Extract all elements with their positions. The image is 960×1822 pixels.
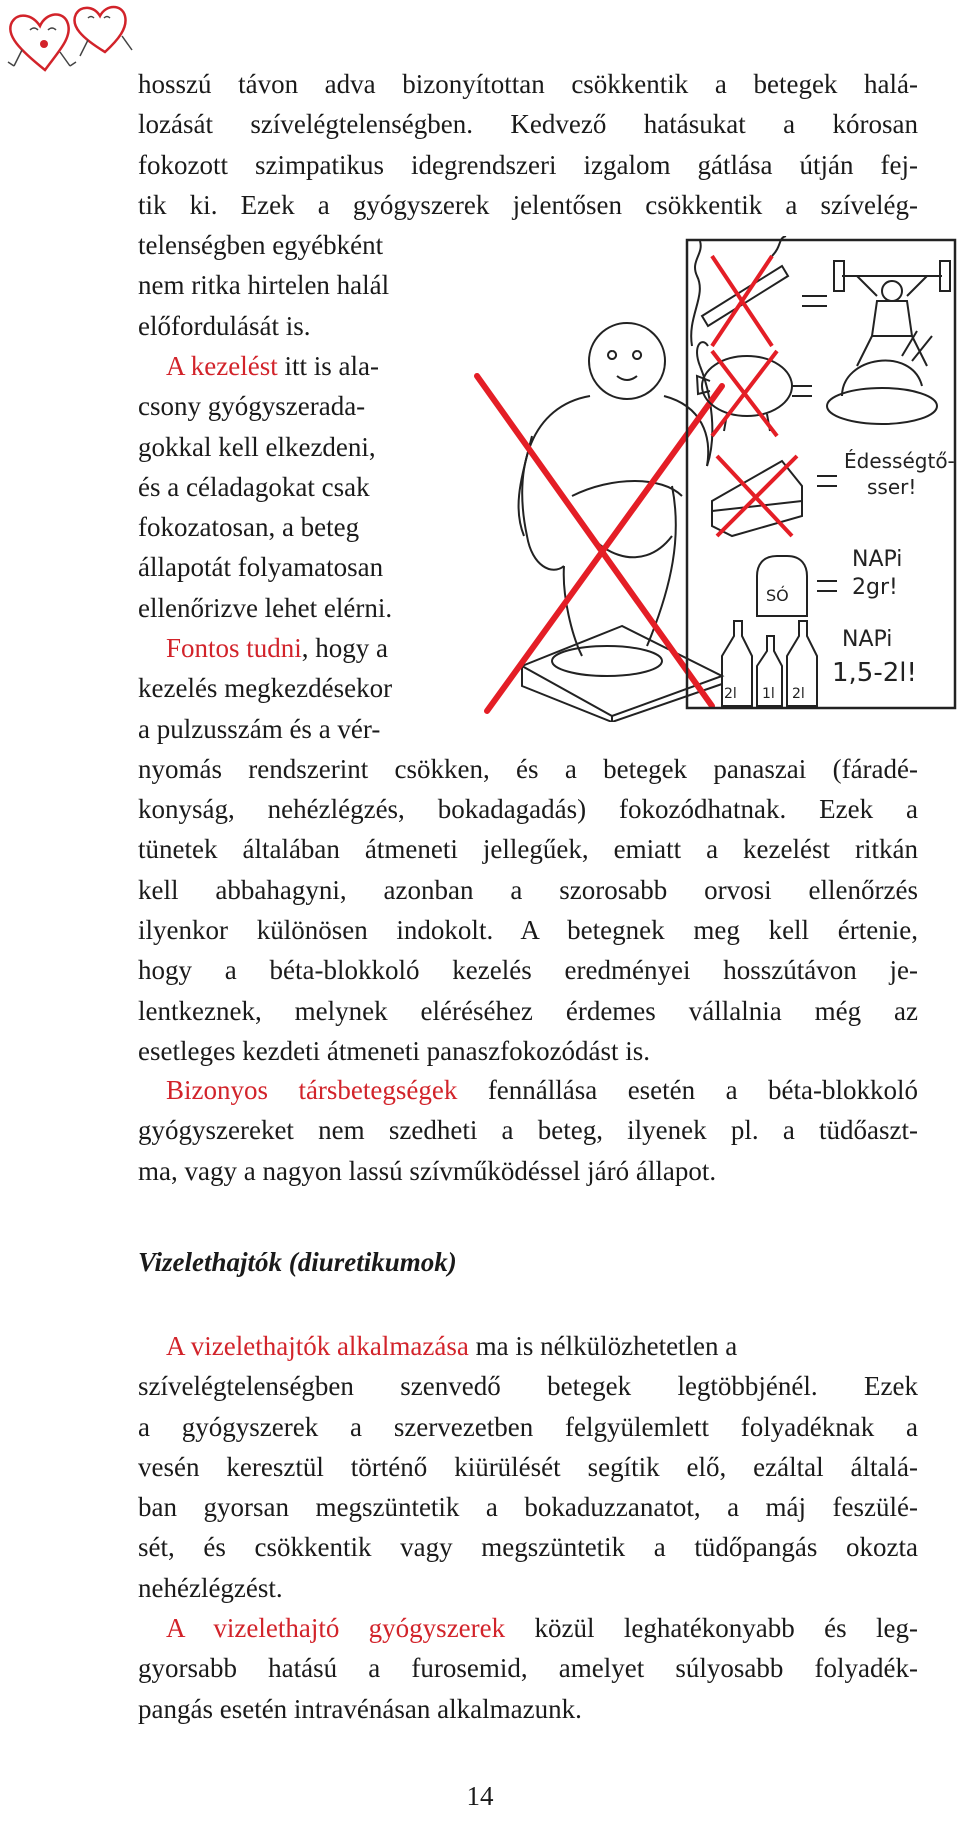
paragraph-diuretics: [138, 1326, 918, 1608]
salt-amount-label: 2gr!: [852, 575, 898, 600]
text-line: kell abbahagyni, azonban a szorosabb orvosi ellenőrzés: [138, 874, 918, 905]
sweets-label-2: sser!: [867, 475, 917, 499]
text-line: állapotát folyamatosan: [138, 552, 384, 583]
text-line: a pulzusszám és a vér-: [138, 713, 381, 744]
text-line: szívelégtelenségben szenvedő betegek legtöbbjénél. Ezek: [138, 1371, 918, 1402]
text-line: gyógyszereket nem szedheti a beteg, ilyenek pl. a tüdőaszt-: [138, 1115, 918, 1146]
text-line: fokozatosan, a beteg: [138, 512, 360, 543]
text-line: nyomás rendszerint csökken, és a betegek panaszai (fáradé-: [138, 753, 918, 784]
text-line: gokkal kell elkezdeni,: [138, 431, 376, 462]
bottle-label: 2l: [724, 686, 737, 702]
text-line: nehézlégzést.: [138, 1572, 283, 1603]
highlight-term: Bizonyos társbetegségek: [166, 1075, 458, 1105]
text-line: ellenőrizve lehet elérni.: [138, 592, 393, 623]
equals-sign: [817, 476, 837, 486]
fluid-amount-label: 1,5-2l!: [832, 658, 917, 688]
text-line: telenségben egyébként: [138, 230, 384, 261]
lifestyle-panel: [687, 240, 955, 708]
text-line: hogy a béta-blokkoló kezelés eredményei hosszútávon je-: [138, 955, 918, 986]
cake-cross: [717, 456, 797, 536]
cigarette-drawing: [702, 236, 788, 326]
text-line: kezelés megkezdésekor: [138, 673, 393, 704]
text-line: fokozott szimpatikus idegrendszeri izgalom gátlása útján fej-: [138, 149, 918, 180]
section-heading: Vizelethajtók (diuretikumok): [138, 1247, 457, 1277]
cigarette-cross: [712, 256, 772, 346]
salt-daily-label: NAPi: [852, 547, 903, 572]
paragraph-comorbidities: [138, 1070, 918, 1191]
text-line: konyság, nehézlégzés, bokadagadás) fokozódhatnak. Ezek a: [138, 794, 918, 825]
bottle-label: 2l: [792, 686, 805, 702]
text-line: előfordulását is.: [138, 310, 311, 341]
text-line: tik ki. Ezek a gyógyszerek jelentősen csökkentik a szívelég-: [138, 189, 918, 220]
text-line: lentkeznek, melynek eléréséhez érdemes vállalnia még az: [138, 995, 918, 1026]
text-line: a gyógyszerek a szervezetben felgyülemlett folyadéknak a: [138, 1411, 918, 1442]
highlight-term: Fontos tudni: [166, 633, 302, 663]
text-line: pangás esetén intravénásan alkalmazunk.: [138, 1693, 582, 1724]
text-fragment: fennállása esetén a béta-blokkoló: [457, 1075, 918, 1105]
equals-sign: [802, 296, 827, 306]
text-fragment: közül leghatékonyabb és leg-: [505, 1613, 918, 1643]
weightlifter-drawing: [834, 261, 950, 366]
highlight-term: A kezelést: [166, 351, 278, 381]
equals-sign: [792, 386, 812, 396]
page-number: 14: [466, 1781, 494, 1811]
paragraph-furosemide: [138, 1608, 918, 1729]
bottle-label: 1l: [762, 686, 775, 702]
text-fragment: , hogy a: [301, 633, 389, 663]
salt-jar-label: SÓ: [766, 586, 789, 605]
paragraph-treatment-start: [138, 346, 468, 628]
text-line: ban gyorsan megszüntetik a bokaduzzanatot, a máj feszülé-: [138, 1492, 918, 1523]
text-line: esetleges kezdeti átmeneti panaszfokozódást is.: [138, 1035, 651, 1066]
text-line: sét, és csökkentik vagy megszüntetik a tüdőpangás okozta: [138, 1532, 918, 1563]
red-cross-mark: [477, 376, 722, 711]
sweets-label: Édességtő-: [844, 449, 955, 473]
text-fragment: ma is nélkülözhetetlen a: [468, 1331, 738, 1361]
text-line: ma, vagy a nagyon lassú szívműködéssel járó állapot.: [138, 1155, 717, 1186]
text-line: gyorsabb hatású a furosemid, amelyet súlyosabb folyadék-: [138, 1653, 918, 1684]
pig-cross: [712, 351, 777, 436]
text-line: vesén keresztül történő kiürülését segítik elő, ezáltal általá-: [138, 1451, 918, 1482]
text-line: lozását szívelégtelenségben. Kedvező hatásukat a kórosan: [138, 109, 918, 140]
text-line: csony gyógyszerada-: [138, 391, 366, 422]
text-fragment: itt is ala-: [277, 351, 379, 381]
highlight-term: A vizelethajtó gyógyszerek: [166, 1613, 506, 1643]
lifestyle-illustration: [472, 236, 960, 722]
fluid-daily-label: NAPi: [842, 627, 893, 652]
text-line: tünetek általában átmeneti jellegűek, emiatt a kezelést ritkán: [138, 834, 918, 865]
text-line: hosszú távon adva bizonyítottan csökkentik a betegek halá-: [138, 69, 918, 99]
equals-sign: [817, 581, 837, 591]
hearts-logo: [0, 0, 150, 80]
text-line: nem ritka hirtelen halál: [138, 270, 390, 301]
text-line: és a céladagokat csak: [138, 471, 370, 502]
highlight-term: A vizelethajtók alkalmazása: [166, 1331, 469, 1361]
text-line: ilyenkor különösen indokolt. A betegnek meg kell értenie,: [138, 915, 918, 946]
roast-chicken-drawing: [827, 331, 937, 424]
